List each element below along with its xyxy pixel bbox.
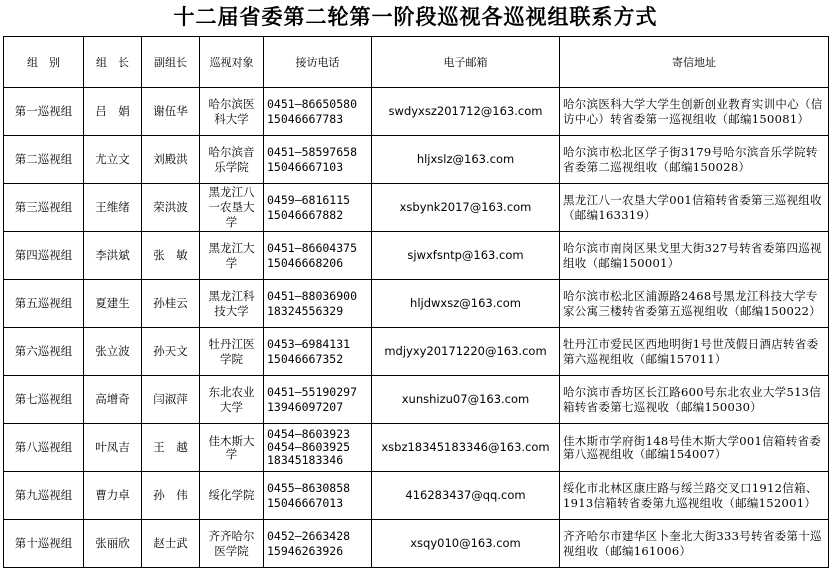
group-cell: 第一巡视组 — [4, 88, 84, 136]
phone-number: 0455—8630858 — [267, 480, 351, 495]
target-cell: 东北农业大学 — [200, 376, 264, 424]
target-cell: 绥化学院 — [200, 472, 264, 520]
phone-cell — [264, 328, 372, 376]
address-cell: 黑龙江八一农垦大学001信箱转省委第三巡视组收（邮编163319） — [560, 184, 829, 232]
phone-cell — [264, 184, 372, 232]
phone-number: 0453—6984131 — [267, 336, 351, 351]
leader-cell: 叶凤吉 — [84, 424, 142, 472]
email-cell: xsqy010@163.com — [372, 520, 560, 568]
phone-number: 18345183346 — [267, 453, 344, 467]
group-cell: 第四巡视组 — [4, 232, 84, 280]
phone-number: 0451—86604375 — [267, 240, 358, 255]
phone-number: 0454—8603923 — [267, 427, 351, 441]
deputy-cell: 孙 伟 — [142, 472, 200, 520]
deputy-cell: 孙天文 — [142, 328, 200, 376]
group-cell: 第二巡视组 — [4, 136, 84, 184]
deputy-cell: 刘殿洪 — [142, 136, 200, 184]
phone-number: 15046668206 — [267, 255, 344, 270]
email-cell: swdyxsz201712@163.com — [372, 88, 560, 136]
deputy-cell: 王 越 — [142, 424, 200, 472]
header-email: 电子邮箱 — [372, 37, 560, 88]
group-cell: 第八巡视组 — [4, 424, 84, 472]
table-row — [4, 424, 829, 472]
leader-cell: 曹力卓 — [84, 472, 142, 520]
group-cell: 第五巡视组 — [4, 280, 84, 328]
email-cell: hljxslz@163.com — [372, 136, 560, 184]
target-cell: 黑龙江八一农垦大学 — [200, 184, 264, 232]
target-cell: 牡丹江医学院 — [200, 328, 264, 376]
leader-cell: 李洪斌 — [84, 232, 142, 280]
table-row — [4, 184, 829, 232]
phone-cell — [264, 232, 372, 280]
table-row — [4, 472, 829, 520]
phone-number: 15046667882 — [267, 207, 344, 222]
phone-number: 15046667783 — [267, 111, 344, 126]
table-row — [4, 328, 829, 376]
phone-number: 0459—6816115 — [267, 192, 351, 207]
leader-cell: 夏建生 — [84, 280, 142, 328]
header-phone: 接访电话 — [264, 37, 372, 88]
phone-number: 18324556329 — [267, 303, 344, 318]
address-cell: 哈尔滨市南岗区果戈里大街327号转省委第四巡视组收（邮编150001） — [560, 232, 829, 280]
phone-cell — [264, 280, 372, 328]
phone-number: 0451—88036900 — [267, 288, 358, 303]
address-cell: 哈尔滨市香坊区长江路600号东北农业大学513信箱转省委第七巡视收（邮编150030） — [560, 376, 829, 424]
address-cell: 哈尔滨市松北区浦源路2468号黑龙江科技大学专家公寓三楼转省委第五巡视组收（邮编150022） — [560, 280, 829, 328]
phone-number: 0454—8603925 — [267, 440, 351, 454]
phone-cell — [264, 136, 372, 184]
address-cell: 绥化市北林区康庄路与绥兰路交叉口1912信箱、1913信箱转省委第九巡视组收（邮编152001） — [560, 472, 829, 520]
header-leader: 组 长 — [84, 37, 142, 88]
header-group: 组 别 — [4, 37, 84, 88]
group-cell: 第九巡视组 — [4, 472, 84, 520]
leader-cell: 张立波 — [84, 328, 142, 376]
phone-cell — [264, 424, 372, 472]
table-row — [4, 520, 829, 568]
deputy-cell: 闫淑萍 — [142, 376, 200, 424]
email-cell: hljdwxsz@163.com — [372, 280, 560, 328]
email-cell: xsbz18345183346@163.com — [372, 424, 560, 472]
address-cell: 牡丹江市爱民区西地明街1号世茂假日酒店转省委第六巡视组收（邮编157011） — [560, 328, 829, 376]
phone-number: 15046667352 — [267, 351, 344, 366]
address-cell: 齐齐哈尔市建华区卜奎北大街333号转省委第十巡视组收（邮编161006） — [560, 520, 829, 568]
group-cell: 第六巡视组 — [4, 328, 84, 376]
group-cell: 第七巡视组 — [4, 376, 84, 424]
phone-cell — [264, 520, 372, 568]
header-deputy: 副组长 — [142, 37, 200, 88]
table-row — [4, 280, 829, 328]
header-address: 寄信地址 — [560, 37, 829, 88]
table-row — [4, 136, 829, 184]
target-cell: 哈尔滨医科大学 — [200, 88, 264, 136]
deputy-cell: 荣洪波 — [142, 184, 200, 232]
address-cell: 哈尔滨医科大学大学生创新创业教育实训中心（信访中心）转省委第一巡视组收（邮编150081） — [560, 88, 829, 136]
header-target: 巡视对象 — [200, 37, 264, 88]
deputy-cell: 赵士武 — [142, 520, 200, 568]
phone-cell — [264, 376, 372, 424]
email-cell: sjwxfsntp@163.com — [372, 232, 560, 280]
target-cell: 佳木斯大学 — [200, 424, 264, 472]
leader-cell: 王维绪 — [84, 184, 142, 232]
target-cell: 齐齐哈尔医学院 — [200, 520, 264, 568]
phone-number: 15946263926 — [267, 543, 344, 558]
page-title: 十二届省委第二轮第一阶段巡视各巡视组联系方式 — [173, 5, 658, 29]
leader-cell: 张丽欣 — [84, 520, 142, 568]
email-cell: xunshizu07@163.com — [372, 376, 560, 424]
target-cell: 哈尔滨音乐学院 — [200, 136, 264, 184]
phone-number: 15046667013 — [267, 495, 344, 510]
email-cell: xsbynk2017@163.com — [372, 184, 560, 232]
target-cell: 黑龙江大学 — [200, 232, 264, 280]
header-row — [4, 37, 829, 88]
phone-number: 0451—55190297 — [267, 384, 358, 399]
address-cell: 哈尔滨市松北区学子街3179号哈尔滨音乐学院转省委第二巡视组收（邮编150028） — [560, 136, 829, 184]
deputy-cell: 谢伍华 — [142, 88, 200, 136]
phone-number: 0452—2663428 — [267, 528, 351, 543]
contact-table — [3, 36, 829, 568]
phone-number: 0451—58597658 — [267, 144, 358, 159]
phone-number: 0451—86650580 — [267, 96, 358, 111]
table-row — [4, 88, 829, 136]
leader-cell: 高增奇 — [84, 376, 142, 424]
address-cell: 佳木斯市学府街148号佳木斯大学001信箱转省委第八巡视组收（邮编154007） — [560, 424, 829, 472]
deputy-cell: 张 敏 — [142, 232, 200, 280]
phone-cell — [264, 88, 372, 136]
phone-number: 15046667103 — [267, 159, 344, 174]
phone-cell — [264, 472, 372, 520]
email-cell: mdjyxy20171220@163.com — [372, 328, 560, 376]
phone-number: 13946097207 — [267, 399, 344, 414]
target-cell: 黑龙江科技大学 — [200, 280, 264, 328]
leader-cell: 尤立文 — [84, 136, 142, 184]
group-cell: 第十巡视组 — [4, 520, 84, 568]
group-cell: 第三巡视组 — [4, 184, 84, 232]
table-row — [4, 232, 829, 280]
leader-cell: 吕 娟 — [84, 88, 142, 136]
email-cell: 416283437@qq.com — [372, 472, 560, 520]
deputy-cell: 孙桂云 — [142, 280, 200, 328]
table-row — [4, 376, 829, 424]
